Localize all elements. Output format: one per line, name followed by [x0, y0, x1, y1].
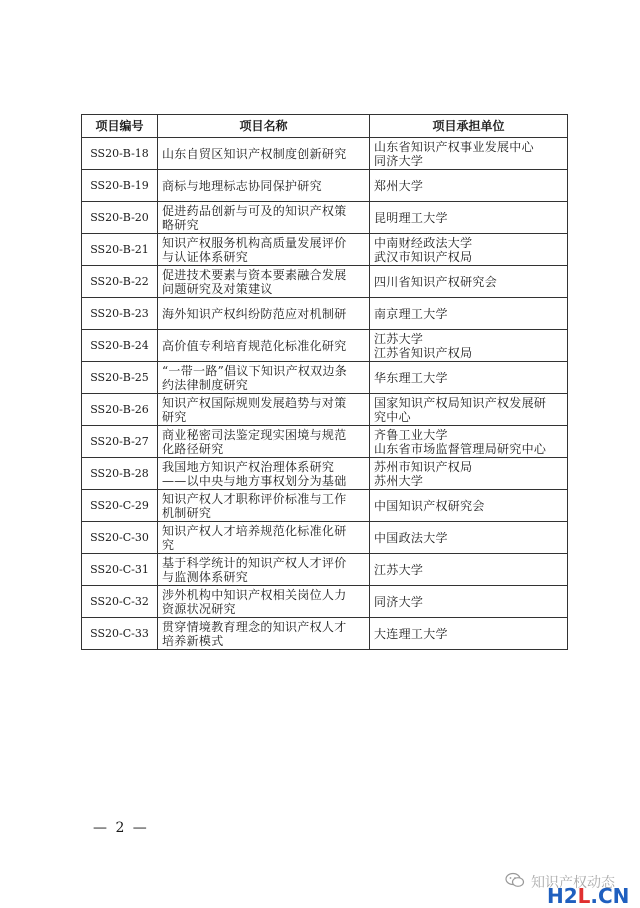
logo-part-h2: H2	[547, 884, 578, 908]
logo-part-cn: .CN	[590, 884, 630, 908]
project-name-cell	[158, 170, 370, 202]
table-row	[82, 234, 568, 266]
undertaking-unit-line: 中国政法大学	[374, 530, 448, 545]
undertaking-unit-line: 四川省知识产权研究会	[374, 274, 498, 289]
project-name-line: 机制研究	[162, 505, 212, 520]
undertaking-unit-cell	[370, 618, 568, 650]
project-name-line: 略研究	[162, 217, 199, 232]
project-name-line: 商标与地理标志协同保护研究	[162, 178, 322, 193]
project-name-line: 知识产权服务机构高质量发展评价	[162, 235, 347, 250]
project-name-line: 研究	[162, 409, 187, 424]
project-code-cell: SS20-B-21	[82, 234, 158, 266]
project-name-cell	[158, 362, 370, 394]
project-name-cell	[158, 138, 370, 170]
table-row	[82, 330, 568, 362]
project-name-cell	[158, 554, 370, 586]
project-code-cell: SS20-B-19	[82, 170, 158, 202]
undertaking-unit-line: 苏州大学	[374, 473, 424, 488]
project-code-cell: SS20-C-32	[82, 586, 158, 618]
wechat-icon	[505, 872, 525, 888]
table-row	[82, 298, 568, 330]
project-code-cell: SS20-B-22	[82, 266, 158, 298]
project-name-line: 基于科学统计的知识产权人才评价	[162, 555, 347, 570]
undertaking-unit-line: 同济大学	[374, 594, 424, 609]
undertaking-unit-cell	[370, 266, 568, 298]
project-code-cell: SS20-B-25	[82, 362, 158, 394]
project-name-line: “一带一路”倡议下知识产权双边条	[162, 363, 348, 378]
undertaking-unit-line: 南京理工大学	[374, 306, 448, 321]
project-code-cell: SS20-C-29	[82, 490, 158, 522]
table-row	[82, 586, 568, 618]
project-name-line: 我国地方知识产权治理体系研究	[162, 459, 335, 474]
project-name-line: ——以中央与地方事权划分为基础	[162, 473, 347, 488]
undertaking-unit-cell	[370, 330, 568, 362]
table-row	[82, 522, 568, 554]
undertaking-unit-line: 武汉市知识产权局	[374, 249, 473, 264]
undertaking-unit-line: 究中心	[374, 409, 411, 424]
undertaking-unit-line: 昆明理工大学	[374, 210, 448, 225]
project-name-line: 促进药品创新与可及的知识产权策	[162, 203, 347, 218]
undertaking-unit-line: 中国知识产权研究会	[374, 498, 485, 513]
table-row	[82, 618, 568, 650]
project-code-cell: SS20-C-33	[82, 618, 158, 650]
project-name-line: 贯穿情境教育理念的知识产权人才	[162, 619, 347, 634]
project-name-line: 知识产权人才培养规范化标准化研	[162, 523, 347, 538]
undertaking-unit-cell	[370, 490, 568, 522]
undertaking-unit-cell	[370, 170, 568, 202]
undertaking-unit-line: 江苏省知识产权局	[374, 345, 473, 360]
undertaking-unit-line: 同济大学	[374, 153, 424, 168]
table-row	[82, 362, 568, 394]
project-name-cell	[158, 618, 370, 650]
logo-part-l: L	[577, 884, 591, 908]
undertaking-unit-cell	[370, 138, 568, 170]
undertaking-unit-line: 华东理工大学	[374, 370, 448, 385]
project-name-line: 高价值专利培育规范化标准化研究	[162, 338, 347, 353]
undertaking-unit-cell	[370, 234, 568, 266]
project-code-cell: SS20-B-28	[82, 458, 158, 490]
undertaking-unit-line: 国家知识产权局知识产权发展研	[374, 395, 547, 410]
h2l-logo	[547, 884, 629, 908]
undertaking-unit-cell	[370, 458, 568, 490]
header-project-name: 项目名称	[158, 115, 370, 138]
undertaking-unit-line: 大连理工大学	[374, 626, 448, 641]
project-name-line: 与监测体系研究	[162, 569, 249, 584]
project-name-line: 知识产权人才职称评价标准与工作	[162, 491, 347, 506]
table-row	[82, 554, 568, 586]
header-undertaking-unit: 项目承担单位	[370, 115, 568, 138]
project-name-line: 与认证体系研究	[162, 249, 249, 264]
project-code-cell: SS20-C-31	[82, 554, 158, 586]
project-name-cell	[158, 234, 370, 266]
undertaking-unit-line: 中南财经政法大学	[374, 235, 473, 250]
undertaking-unit-cell	[370, 522, 568, 554]
undertaking-unit-cell	[370, 298, 568, 330]
project-name-line: 究	[162, 537, 175, 552]
project-name-cell	[158, 266, 370, 298]
project-code-cell: SS20-B-26	[82, 394, 158, 426]
undertaking-unit-cell	[370, 426, 568, 458]
page-number: — 2 —	[93, 820, 149, 836]
project-code-cell: SS20-B-24	[82, 330, 158, 362]
project-name-line: 培养新模式	[162, 633, 224, 648]
undertaking-unit-cell	[370, 394, 568, 426]
table-row	[82, 202, 568, 234]
undertaking-unit-line: 苏州市知识产权局	[374, 459, 473, 474]
project-name-line: 促进技术要素与资本要素融合发展	[162, 267, 347, 282]
project-name-cell	[158, 202, 370, 234]
undertaking-unit-line: 江苏大学	[374, 562, 424, 577]
undertaking-unit-cell	[370, 586, 568, 618]
project-code-cell: SS20-B-23	[82, 298, 158, 330]
project-name-cell	[158, 394, 370, 426]
project-name-line: 资源状况研究	[162, 601, 236, 616]
undertaking-unit-cell	[370, 554, 568, 586]
project-name-line: 山东自贸区知识产权制度创新研究	[162, 146, 347, 161]
undertaking-unit-line: 齐鲁工业大学	[374, 427, 448, 442]
project-code-cell: SS20-B-27	[82, 426, 158, 458]
table-header-row	[82, 115, 568, 138]
project-name-cell	[158, 426, 370, 458]
project-name-line: 化路径研究	[162, 441, 224, 456]
table-row	[82, 426, 568, 458]
undertaking-unit-line: 郑州大学	[374, 178, 424, 193]
project-name-cell	[158, 458, 370, 490]
watermark	[505, 864, 640, 906]
undertaking-unit-line: 山东省知识产权事业发展中心	[374, 139, 534, 154]
project-name-line: 商业秘密司法鉴定现实困境与规范	[162, 427, 347, 442]
header-project-code: 项目编号	[82, 115, 158, 138]
project-code-cell: SS20-B-18	[82, 138, 158, 170]
project-name-line: 涉外机构中知识产权相关岗位人力	[162, 587, 347, 602]
undertaking-unit-cell	[370, 362, 568, 394]
table-row	[82, 266, 568, 298]
project-name-line: 问题研究及对策建议	[162, 281, 273, 296]
undertaking-unit-cell	[370, 202, 568, 234]
project-code-cell: SS20-C-30	[82, 522, 158, 554]
project-name-cell	[158, 586, 370, 618]
table-row	[82, 490, 568, 522]
project-name-cell	[158, 490, 370, 522]
project-name-line: 海外知识产权纠纷防范应对机制研	[162, 306, 347, 321]
table-row	[82, 458, 568, 490]
table-row	[82, 170, 568, 202]
undertaking-unit-line: 山东省市场监督管理局研究中心	[374, 441, 547, 456]
undertaking-unit-line: 江苏大学	[374, 331, 424, 346]
project-code-cell: SS20-B-20	[82, 202, 158, 234]
table-row	[82, 138, 568, 170]
table-row	[82, 394, 568, 426]
project-name-line: 知识产权国际规则发展趋势与对策	[162, 395, 347, 410]
table-body	[82, 138, 568, 650]
project-name-cell	[158, 522, 370, 554]
project-name-line: 约法律制度研究	[162, 377, 249, 392]
project-table	[81, 114, 568, 650]
project-name-cell	[158, 330, 370, 362]
watermark-text: 知识产权动态	[531, 875, 615, 891]
project-name-cell	[158, 298, 370, 330]
